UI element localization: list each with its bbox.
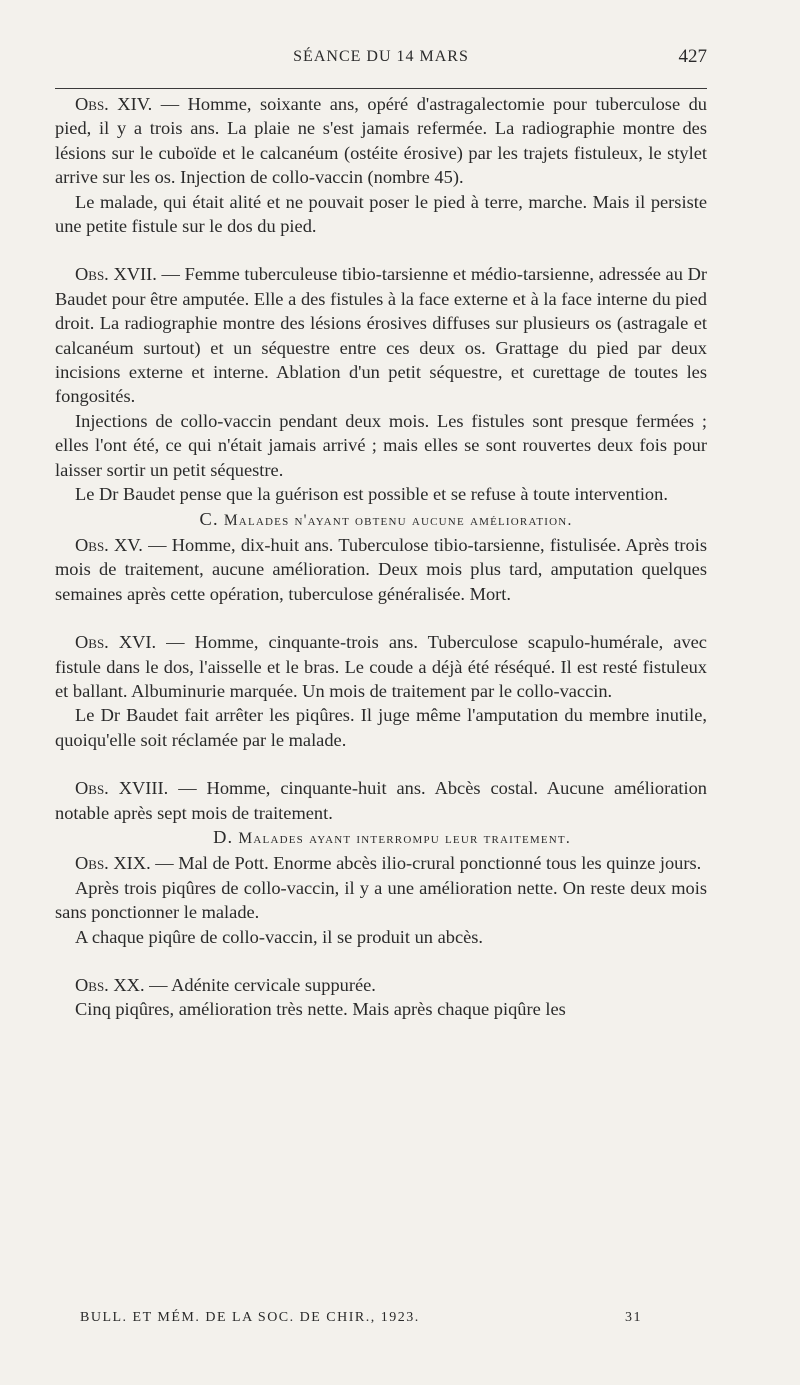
running-title: SÉANCE DU 14 MARS bbox=[293, 48, 469, 65]
paragraph-text: Cinq piqûres, amélioration très nette. Mais après chaque piqûre les bbox=[75, 999, 566, 1020]
paragraph bbox=[55, 997, 707, 1021]
paragraph-text: Après trois piqûres de collo-vaccin, il y a une amélioration nette. On reste deux mois sans ponctionner le malade. bbox=[55, 877, 707, 923]
paragraph bbox=[55, 973, 707, 997]
running-header bbox=[55, 46, 707, 74]
header-rule bbox=[55, 88, 707, 89]
observation-label: Obs. XX. bbox=[75, 975, 145, 995]
section-title: Malades ayant interrompu leur traitement. bbox=[238, 829, 571, 847]
section-heading-d bbox=[55, 825, 707, 851]
paragraph bbox=[55, 630, 707, 703]
paragraph-text: Le Dr Baudet fait arrêter les piqûres. Il juge même l'amputation du membre inutile, quoiqu'elle soit réclamée par le malade. bbox=[55, 705, 707, 750]
paragraph bbox=[55, 533, 707, 606]
observation-label: Obs. XIV. bbox=[75, 94, 153, 114]
paragraph bbox=[55, 482, 707, 506]
observation-label: Obs. XVIII. bbox=[75, 778, 169, 799]
section-letter: C. bbox=[199, 508, 219, 529]
paragraph bbox=[55, 409, 707, 482]
paragraph-text: — Homme, soixante ans, opéré d'astragalectomie pour tuberculose du pied, il y a trois ans. La plaie ne s'est jamais refermée. La radiographie montre des lésions sur le cuboïde et le calcanéum (ostéite érosive) par les trajets fistuleux, le stylet arrive sur les os. Injection de collo-vaccin (nombre 45). bbox=[55, 94, 707, 188]
footer-signature-number: 31 bbox=[625, 1310, 642, 1325]
section-heading-c bbox=[55, 507, 707, 533]
observation-label: Obs. XIX. bbox=[75, 853, 151, 874]
paragraph-text: Le malade, qui était alité et ne pouvait poser le pied à terre, marche. Mais il persiste une petite fistule sur le dos du pied. bbox=[55, 191, 707, 237]
paragraph bbox=[55, 703, 707, 752]
paragraph-text: — Femme tuberculeuse tibio-tarsienne et médio-tarsienne, adressée au Dr Baudet pour être amputée. Elle a des fistules à la face externe et à la face interne du pied droit. La radiographie montre des lésions érosives diffuses sur plusieurs os (astragale et calcanéum surtout) et un séquestre entre ces deux os. Grattage du pied par deux incisions externe et interne. Ablation d'un petit séquestre, et curettage de toutes les fongosités. bbox=[55, 264, 707, 407]
observation-label: Obs. XVI. bbox=[75, 632, 157, 653]
observation-label: Obs. XV. bbox=[75, 534, 143, 555]
paragraph-text: — Homme, cinquante-huit ans. Abcès costal. Aucune amélioration notable après sept mois de traitement. bbox=[55, 778, 707, 823]
paragraph bbox=[55, 262, 707, 408]
observation-label: Obs. XVII. bbox=[75, 264, 157, 285]
paragraph-text: Injections de collo-vaccin pendant deux mois. Les fistules sont presque fermées ; elles l'ont été, ce qui n'était jamais arrivé ; mais elles se sont rouvertes deux fois pour laisser sortir un petit séquestre. bbox=[55, 410, 707, 480]
paragraph-text: — Mal de Pott. Enorme abcès ilio-crural ponctionné tous les quinze jours. bbox=[155, 853, 702, 874]
paragraph-text: Le Dr Baudet pense que la guérison est possible et se refuse à toute intervention. bbox=[75, 484, 668, 505]
paragraph-text: — Homme, dix-huit ans. Tuberculose tibio-tarsienne, fistulisée. Après trois mois de traitement, aucune amélioration. Deux mois plus tard, amputation quelques semaines après cette opération, tuberculose généralisée. Mort. bbox=[55, 534, 707, 604]
section-title: Malades n'ayant obtenu aucune amélioration. bbox=[223, 511, 573, 529]
paragraph-text: A chaque piqûre de collo-vaccin, il se produit un abcès. bbox=[75, 926, 484, 947]
paragraph bbox=[55, 92, 707, 190]
paragraph-text: — Adénite cervicale suppurée. bbox=[149, 975, 376, 995]
paragraph bbox=[55, 190, 707, 239]
paragraph bbox=[55, 851, 707, 875]
page-number: 427 bbox=[678, 46, 707, 67]
paragraph bbox=[55, 876, 707, 925]
section-letter: D. bbox=[213, 826, 234, 847]
page-body bbox=[55, 92, 707, 1022]
footer-citation: BULL. ET MÉM. DE LA SOC. DE CHIR., 1923. bbox=[80, 1310, 420, 1325]
paragraph bbox=[55, 925, 707, 949]
paragraph-text: — Homme, cinquante-trois ans. Tuberculose scapulo-humérale, avec fistule dans le dos, l'aisselle et le bras. Le coude a déjà été réséqué. Il est resté fistuleux et ballant. Albuminurie marquée. Un mois de traitement par le collo-vaccin. bbox=[55, 632, 707, 701]
paragraph bbox=[55, 776, 707, 825]
